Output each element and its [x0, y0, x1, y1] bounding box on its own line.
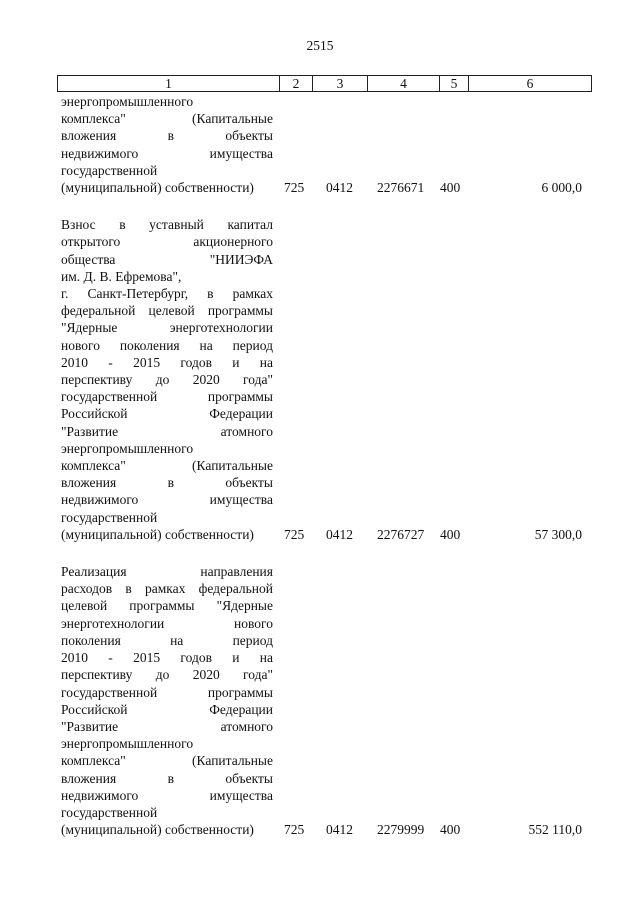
- description-line: открытого акционерного: [61, 234, 273, 250]
- description-line: федеральной целевой программы: [61, 303, 273, 319]
- grbs-code: 725: [284, 822, 305, 838]
- description-line: государственной: [61, 804, 158, 820]
- header-cell-1: 1: [58, 76, 280, 92]
- amount: 6 000,0: [541, 180, 582, 196]
- description-line: комплекса" (Капитальные: [61, 753, 273, 769]
- description-line: вложения в объекты: [61, 770, 273, 786]
- row-description: [61, 563, 273, 838]
- description-line: государственной программы: [61, 684, 273, 700]
- header-cell-2: 2: [280, 76, 313, 92]
- description-line: г. Санкт-Петербург, в рамках: [61, 286, 273, 302]
- header-cell-3: 3: [313, 76, 368, 92]
- description-line: энергопромышленного: [61, 94, 194, 109]
- section-code: 0412: [326, 822, 353, 838]
- description-line: вложения в объекты: [61, 475, 273, 491]
- description-line: 2010 - 2015 годов и на: [61, 650, 273, 666]
- description-line: государственной программы: [61, 389, 273, 405]
- description-line: нового поколения на период: [61, 337, 273, 353]
- description-line: (муниципальной) собственности): [61, 526, 254, 542]
- description-line: расходов в рамках федеральной: [61, 581, 273, 597]
- expense-type-code: 400: [440, 526, 461, 542]
- description-line: Взнос в уставный капитал: [61, 217, 273, 233]
- description-line: Российской Федерации: [61, 701, 273, 717]
- description-line: государственной: [61, 509, 158, 525]
- description-line: 2010 - 2015 годов и на: [61, 354, 273, 370]
- table-row: [0, 563, 640, 838]
- expense-type-code: 400: [440, 822, 461, 838]
- section-code: 0412: [326, 180, 353, 196]
- description-line: перспективу до 2020 года": [61, 667, 273, 683]
- table-header-row: [58, 76, 592, 92]
- header-cell-6: 6: [469, 76, 592, 92]
- description-line: комплекса" (Капитальные: [61, 458, 273, 474]
- description-line: энергопромышленного: [61, 440, 194, 456]
- header-cell-5: 5: [440, 76, 469, 92]
- target-article-code: 2276727: [377, 526, 425, 542]
- target-article-code: 2279999: [377, 822, 425, 838]
- description-line: перспективу до 2020 года": [61, 372, 273, 388]
- table-row: [0, 216, 640, 543]
- expense-type-code: 400: [440, 180, 461, 196]
- description-line: им. Д. В. Ефремова",: [61, 268, 182, 284]
- grbs-code: 725: [284, 180, 305, 196]
- grbs-code: 725: [284, 526, 305, 542]
- header-cell-4: 4: [368, 76, 440, 92]
- description-line: общества "НИИЭФА: [61, 251, 273, 267]
- target-article-code: 2276671: [377, 180, 425, 196]
- description-line: энерготехнологии нового: [61, 615, 273, 631]
- description-line: "Развитие атомного: [61, 718, 273, 734]
- section-code: 0412: [326, 526, 353, 542]
- description-line: "Ядерные энерготехнологии: [61, 320, 273, 336]
- description-line: поколения на период: [61, 632, 273, 648]
- amount: 57 300,0: [534, 526, 582, 542]
- description-line: вложения в объекты: [61, 128, 273, 144]
- table-header: [57, 75, 592, 92]
- description-line: комплекса" (Капитальные: [61, 111, 273, 127]
- description-line: недвижимого имущества: [61, 787, 273, 803]
- description-line: целевой программы "Ядерные: [61, 598, 273, 614]
- row-values: [0, 526, 640, 543]
- description-line: энергопромышленного: [61, 736, 194, 752]
- row-values: [0, 179, 640, 196]
- description-line: государственной: [61, 162, 158, 178]
- description-line: (муниципальной) собственности): [61, 180, 254, 196]
- description-line: недвижимого имущества: [61, 145, 273, 161]
- description-line: Российской Федерации: [61, 406, 273, 422]
- description-line: недвижимого имущества: [61, 492, 273, 508]
- amount: 552 110,0: [528, 822, 582, 838]
- table-row: [0, 93, 640, 196]
- page-number: 2515: [306, 38, 334, 53]
- row-values: [0, 821, 640, 838]
- budget-rows: [0, 93, 640, 838]
- row-description: [61, 216, 273, 543]
- description-line: Реализация направления: [61, 564, 273, 580]
- description-line: (муниципальной) собственности): [61, 822, 254, 838]
- description-line: "Развитие атомного: [61, 423, 273, 439]
